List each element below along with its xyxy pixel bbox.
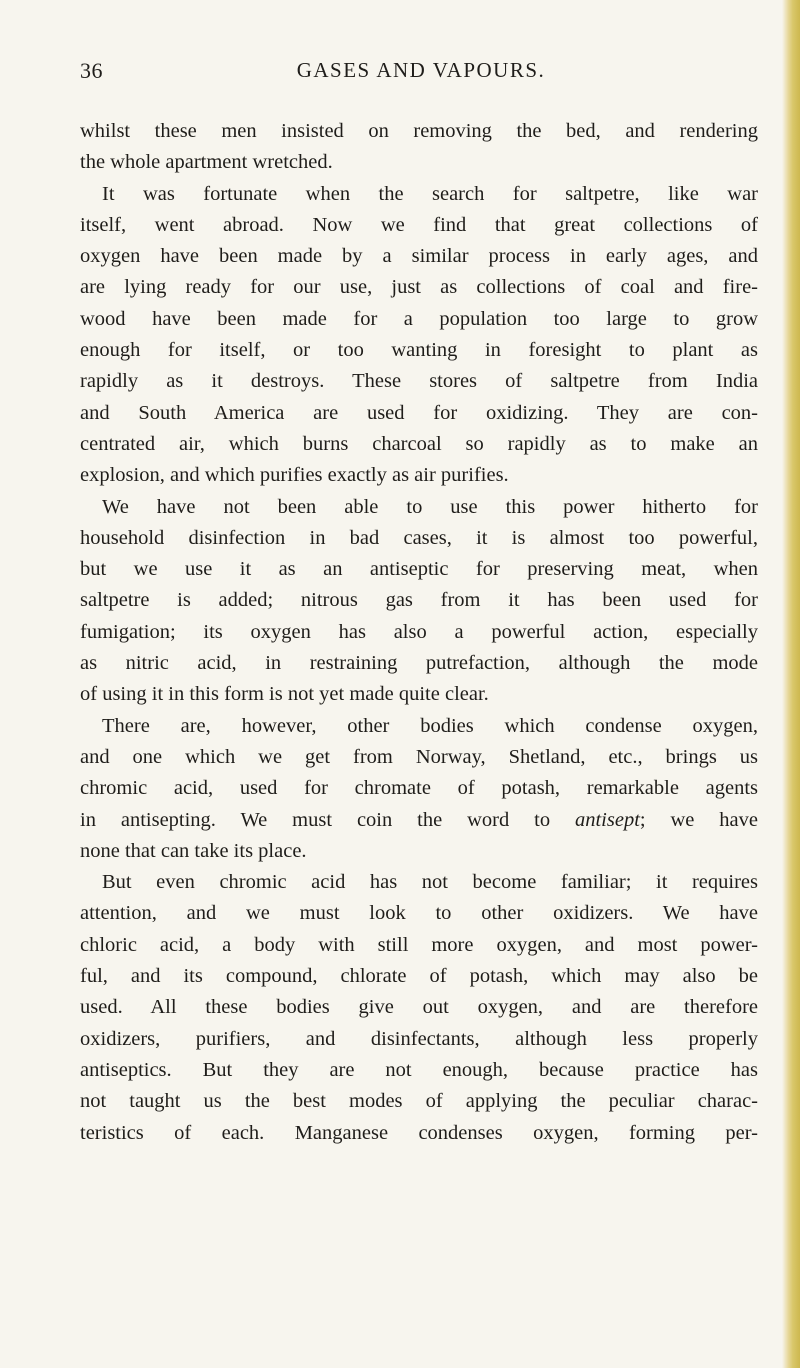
page-header: [80, 58, 762, 94]
text-line: but we use it as an antiseptic for preserving meat, when: [80, 558, 758, 581]
text-line: used. All these bodies give out oxygen, and are therefore: [80, 996, 758, 1019]
text-line: as nitric acid, in restraining putrefaction, although the mode: [80, 652, 758, 675]
text-line: wood have been made for a population too large to grow: [80, 307, 758, 330]
text-line: of using it in this form is not yet made quite clear.: [80, 683, 489, 706]
text-line: not taught us the best modes of applying the peculiar charac-: [80, 1090, 758, 1113]
text-line: ful, and its compound, chlorate of potash, which may also be: [80, 965, 758, 988]
text-line: But even chromic acid has not become familiar; it requires: [102, 871, 758, 894]
page-edge: [782, 0, 800, 1368]
text-line: chromic acid, used for chromate of potash, remarkable agents: [80, 777, 758, 800]
text-line: and South America are used for oxidizing. They are con-: [80, 401, 758, 424]
text-line: explosion, and which purifies exactly as air purifies.: [80, 464, 509, 487]
text-line: fumigation; its oxygen has also a powerful action, especially: [80, 620, 758, 643]
text-line: attention, and we must look to other oxidizers. We have: [80, 902, 758, 925]
text-line: centrated air, which burns charcoal so rapidly as to make an: [80, 432, 758, 455]
text-line: the whole apartment wretched.: [80, 151, 333, 174]
text-line: oxidizers, purifiers, and disinfectants, although less properly: [80, 1027, 758, 1050]
text-line: It was fortunate when the search for saltpetre, like war: [102, 182, 758, 205]
italic-word: antisept: [574, 808, 640, 831]
text-line: rapidly as it destroys. These stores of saltpetre from India: [80, 370, 758, 393]
text-line: household disinfection in bad cases, it is almost too powerful,: [80, 526, 758, 549]
running-title: GASES AND VAPOURS.: [296, 58, 546, 82]
body-text: [80, 116, 758, 1149]
text-line: saltpetre is added; nitrous gas from it has been used for: [80, 589, 758, 612]
text-line: none that can take its place.: [80, 839, 307, 862]
text-line: teristics of each. Manganese condenses oxygen, forming per-: [80, 1121, 758, 1144]
text-line: whilst these men insisted on removing the bed, and rendering: [80, 120, 758, 142]
text-line: are lying ready for our use, just as collections of coal and fire-: [80, 276, 758, 299]
text-line: enough for itself, or too wanting in foresight to plant as: [80, 339, 758, 362]
text-line: oxygen have been made by a similar process in early ages, and: [80, 245, 758, 268]
page-number: 36: [80, 58, 103, 83]
text-segment: ; we have: [639, 808, 759, 831]
text-line: chloric acid, a body with still more oxygen, and most power-: [80, 933, 758, 956]
text-line: and one which we get from Norway, Shetland, etc., brings us: [80, 745, 758, 768]
text-line: There are, however, other bodies which condense oxygen,: [102, 714, 758, 737]
text-line: antiseptics. But they are not enough, because practice has: [80, 1058, 758, 1081]
text-line: We have not been able to use this power hitherto for: [102, 495, 758, 518]
text-segment: in antisepting. We must coin the word to: [80, 808, 551, 831]
text-line-mixed: [80, 805, 758, 836]
text-line: itself, went abroad. Now we find that great collections of: [80, 213, 758, 236]
